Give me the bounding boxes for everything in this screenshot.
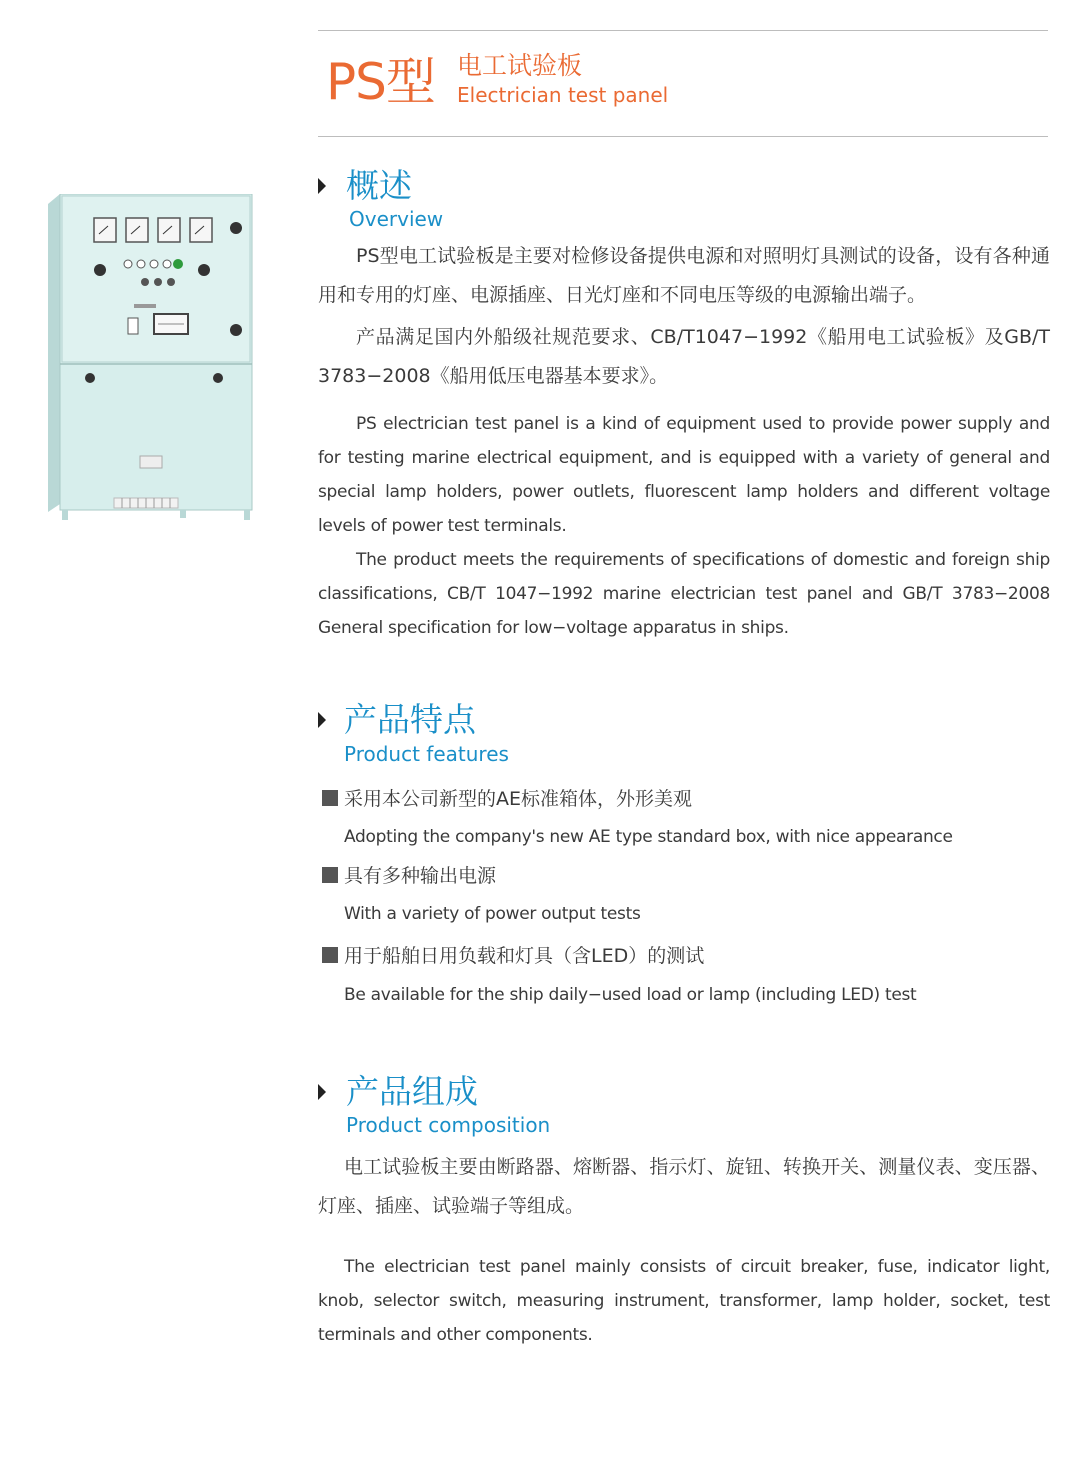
bullet-square-icon (322, 867, 338, 883)
electrician-panel-cabinet (48, 194, 254, 520)
overview-para-cn-1: PS型电工试验板是主要对检修设备提供电源和对照明灯具测试的设备，设有各种通用和专用的灯座、电源插座、日光灯座和不同电压等级的电源输出端子。 (318, 245, 1050, 306)
product-title-cn: 电工试验板 (457, 51, 583, 80)
feature-item-3-en: Be available for the ship daily−used load or lamp (including LED) test (344, 985, 917, 1005)
feature-item-1-cn: 采用本公司新型的AE标准箱体，外形美观 (344, 788, 693, 810)
feature-item-3-cn: 用于船舶日用负载和灯具（含LED）的测试 (344, 945, 705, 967)
top-divider (318, 30, 1048, 31)
feature-item-1-en: Adopting the company's new AE type standard box, with nice appearance (344, 827, 953, 847)
features-heading-en: Product features (344, 742, 509, 766)
composition-heading-en: Product composition (346, 1113, 551, 1137)
feature-item-2 (322, 863, 496, 889)
feature-item-2-cn: 具有多种输出电源 (344, 865, 497, 887)
bullet-square-icon (322, 947, 338, 963)
overview-heading-cn: 概述 (346, 166, 412, 205)
features-arrow-icon (318, 712, 326, 728)
overview-heading-en: Overview (349, 207, 444, 231)
overview-arrow-icon (318, 178, 326, 194)
composition-para-en: The electrician test panel mainly consists of circuit breaker, fuse, indicator light, knob, selector switch, measuring instrument, transformer, lamp holder, socket, test terminals and other components. (318, 1257, 1050, 1345)
overview-para-cn-2: 产品满足国内外船级社规范要求、CB/T1047−1992《船用电工试验板》及GB/T 3783−2008《船用低压电器基本要求》。 (318, 326, 1050, 387)
overview-para-en-2: The product meets the requirements of specifications of domestic and foreign ship classifications, CB/T 1047−1992 marine electrician test panel and GB/T 3783−2008 General specification for low−voltage apparatus in ships. (318, 550, 1050, 638)
composition-para-cn: 电工试验板主要由断路器、熔断器、指示灯、旋钮、转换开关、测量仪表、变压器、灯座、插座、试验端子等组成。 (318, 1156, 1050, 1217)
feature-item-1 (322, 786, 692, 812)
feature-item-3 (322, 943, 704, 969)
header-divider (318, 136, 1048, 137)
composition-arrow-icon (318, 1084, 326, 1100)
feature-item-2-en: With a variety of power output tests (344, 904, 641, 924)
bullet-square-icon (322, 790, 338, 806)
product-title-en: Electrician test panel (457, 83, 669, 107)
product-image (48, 194, 254, 520)
product-model: PS型 (326, 53, 435, 111)
features-heading-cn: 产品特点 (344, 700, 476, 739)
composition-heading-cn: 产品组成 (346, 1072, 478, 1111)
overview-para-en-1: PS electrician test panel is a kind of equipment used to provide power supply and for testing marine electrical equipment, and is equipped with a variety of general and special lamp holders, power outlets, fluorescent lamp holders and different voltage levels of power test terminals. (318, 414, 1050, 536)
